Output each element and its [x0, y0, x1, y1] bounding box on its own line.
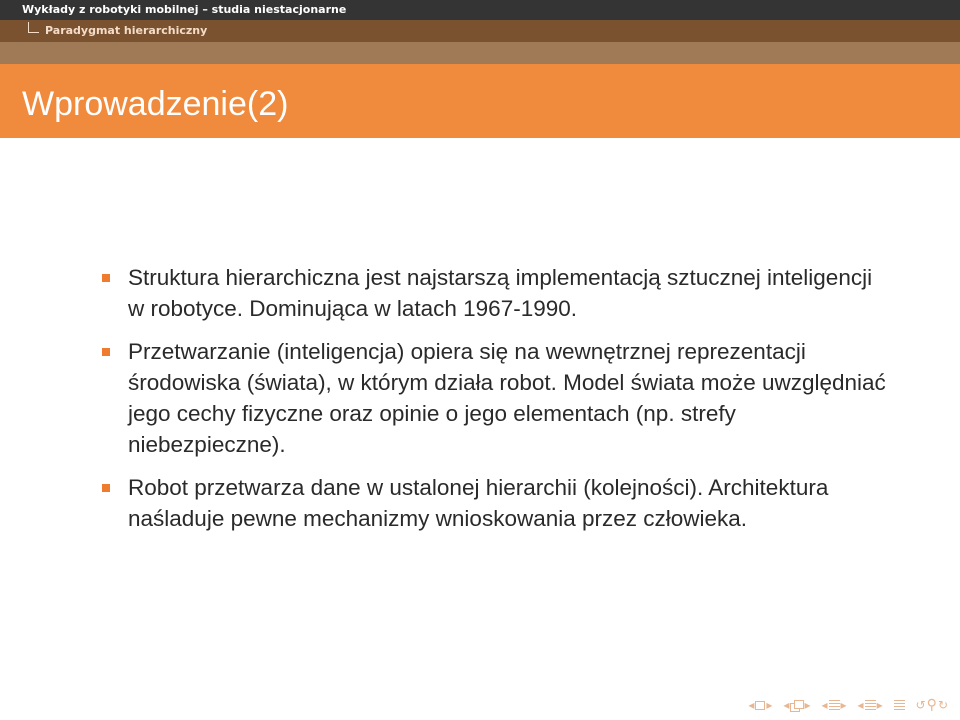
bullet-square-icon [102, 484, 110, 492]
section-bar [0, 20, 960, 42]
bullet-square-icon [102, 274, 110, 282]
nav-back-icon[interactable]: ↺ [915, 698, 926, 712]
nav-subsection-group [783, 698, 810, 712]
bullet-text: Robot przetwarza dane w ustalonej hierarchii (kolejności). Architektura naśladuje pewne mechanizmy wnioskowania przez człowieka. [128, 475, 829, 531]
frame-title-bar [0, 64, 960, 138]
bullet-item [100, 262, 890, 324]
nav-document-group [858, 698, 883, 712]
nav-align-icon[interactable] [894, 700, 905, 710]
nav-section-group [821, 698, 846, 712]
nav-frame-icon[interactable] [755, 701, 765, 710]
nav-arrow-left-icon[interactable]: ◂ [748, 698, 755, 712]
nav-arrow-right-icon[interactable]: ▸ [766, 698, 773, 712]
bullet-list [100, 262, 890, 546]
bullet-text: Struktura hierarchiczna jest najstarszą implementacją sztucznej inteligencji w robotyce. Dominująca w latach 1967-1990. [128, 265, 873, 321]
nav-arrow-left-icon[interactable]: ◂ [857, 698, 864, 712]
course-title[interactable]: Wykłady z robotyki mobilnej – studia niestacjonarne [22, 3, 347, 16]
nav-search-group [916, 697, 948, 713]
bullet-item [100, 472, 890, 534]
nav-arrow-right-icon[interactable]: ▸ [876, 698, 883, 712]
beamer-navigation [740, 696, 948, 714]
nav-forward-icon[interactable]: ↻ [937, 698, 948, 712]
section-title[interactable]: Paradygmat hierarchiczny [45, 24, 208, 37]
course-title-bar [0, 0, 960, 20]
nav-arrow-left-icon[interactable]: ◂ [783, 698, 790, 712]
nav-subsection-icon[interactable] [790, 700, 803, 711]
header-spacer-bar [0, 42, 960, 64]
nav-section-icon[interactable] [829, 700, 840, 710]
nav-align-group [894, 700, 905, 710]
bullet-item [100, 336, 890, 460]
nav-arrow-right-icon[interactable]: ▸ [804, 698, 811, 712]
bullet-square-icon [102, 348, 110, 356]
subsection-hook-icon [28, 22, 39, 33]
nav-document-icon[interactable] [865, 700, 876, 710]
nav-arrow-left-icon[interactable]: ◂ [821, 698, 828, 712]
nav-search-icon[interactable]: ⚲ [926, 697, 937, 713]
bullet-text: Przetwarzanie (inteligencja) opiera się na wewnętrznej reprezentacji środowiska (świata), w którym działa robot. Model świata może uwzględniać jego cechy fizyczne oraz opinie o jego elementach (np. strefy niebezpieczne). [128, 339, 886, 457]
frame-title: Wprowadzenie(2) [22, 85, 289, 123]
nav-arrow-right-icon[interactable]: ▸ [840, 698, 847, 712]
nav-frame-group [748, 698, 772, 712]
